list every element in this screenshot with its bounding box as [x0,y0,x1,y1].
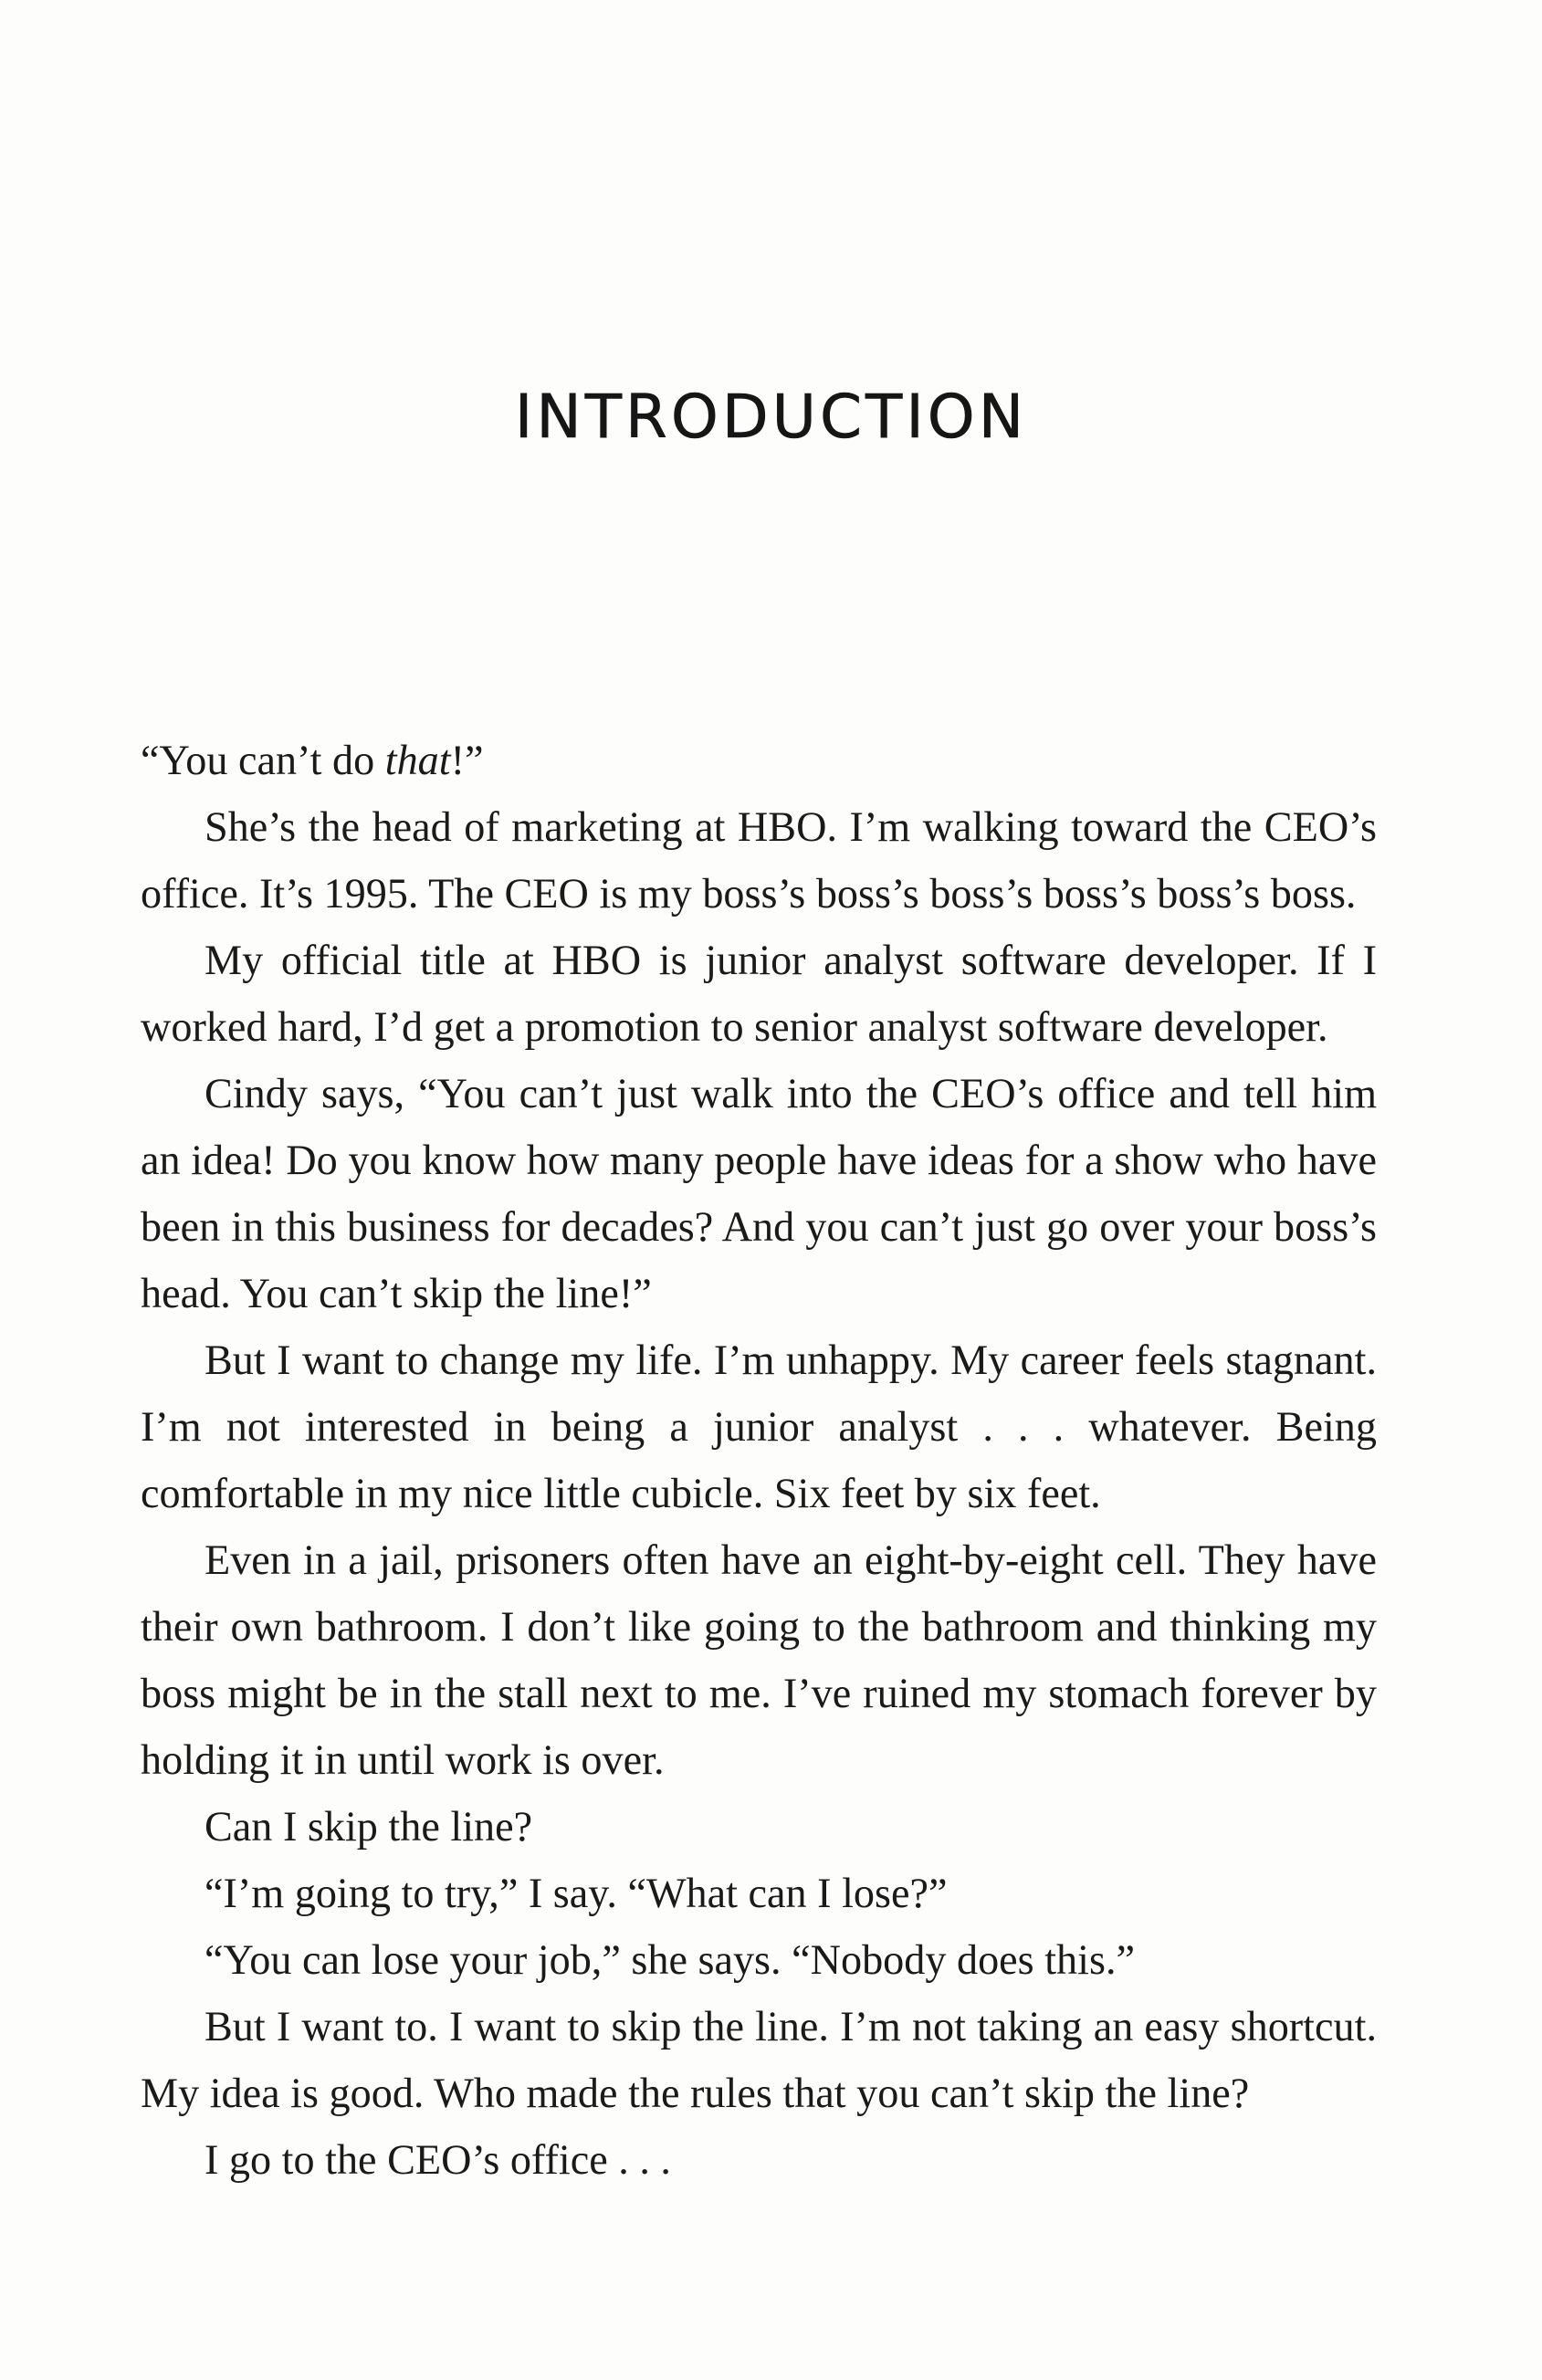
paragraph-8: “I’m going to try,” I say. “What can I lose?” [205,1870,948,1916]
paragraph-1 [141,727,1377,793]
paragraph-3: My official title at HBO is junior analyst software developer. If I worked hard, I’d get a promotion to senior analyst software developer. [141,937,1377,1050]
paragraph-9: “You can lose your job,” she says. “Nobody does this.” [205,1936,1135,1983]
chapter-title: INTRODUCTION [514,382,1028,452]
paragraph-1-italic: that [384,737,451,783]
paragraph-10: But I want to. I want to skip the line. I’m not taking an easy shortcut. My idea is good. Who made the rules that you can’t skip the line? [141,2003,1377,2116]
paragraph-6: Even in a jail, prisoners often have an eight-by-eight cell. They have their own bathroom. I don’t like going to the bathroom and thinking my boss might be in the stall next to me. I’ve ruined my stomach forever by holding it in until work is over. [141,1536,1377,1783]
paragraph-1-text-b: !” [450,737,484,783]
body-text [141,727,1377,2193]
paragraph-2: She’s the head of marketing at HBO. I’m walking toward the CEO’s office. It’s 1995. The CEO is my boss’s boss’s boss’s boss’s boss’s boss. [141,803,1377,917]
paragraph-1-text-a: “You can’t do [141,737,385,783]
paragraph-11: I go to the CEO’s office . . . [205,2136,671,2183]
paragraph-4: Cindy says, “You can’t just walk into the CEO’s office and tell him an idea! Do you know how many people have ideas for a show who have been in this business for decades? And you can’t just go over your boss’s head. You can’t skip the line!” [141,1070,1377,1316]
paragraph-7: Can I skip the line? [205,1803,533,1850]
paragraph-5: But I want to change my life. I’m unhappy. My career feels stagnant. I’m not interested in being a junior analyst . . . whatever. Being comfortable in my nice little cubicle. Six feet by six feet. [141,1337,1377,1516]
